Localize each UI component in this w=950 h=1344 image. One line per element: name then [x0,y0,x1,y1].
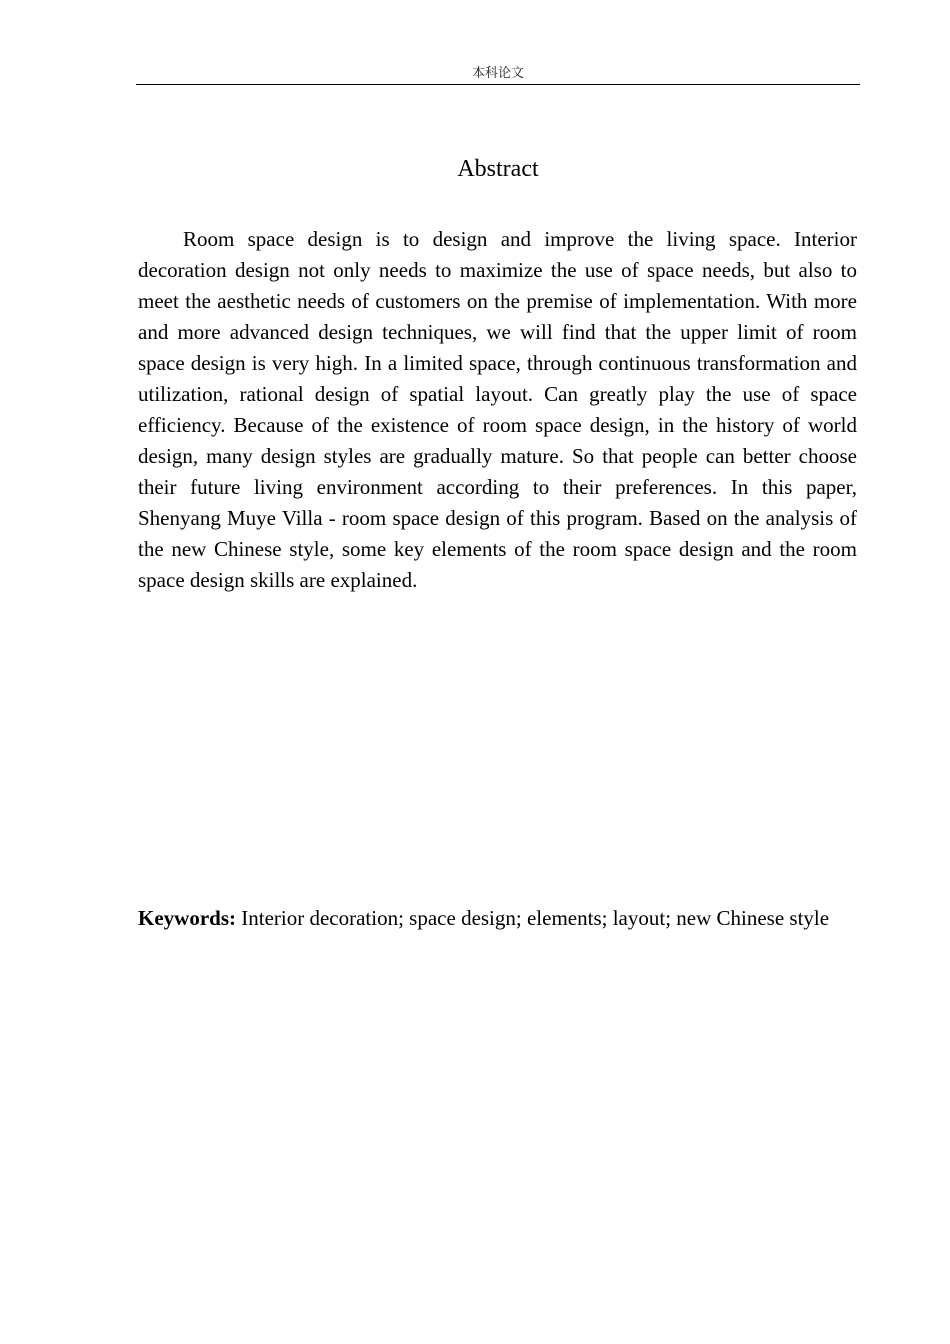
keywords-line [138,903,838,934]
keywords-text: Interior decoration; space design; elements; layout; new Chinese style [236,906,830,930]
keywords-label: Keywords: [138,906,236,930]
abstract-title: Abstract [457,156,539,182]
page-header [136,64,860,85]
abstract-body: Room space design is to design and improve the living space. Interior decoration design not only needs to maximize the use of space needs, but also to meet the aesthetic needs of customers on the premise of implementation. With more and more advanced design techniques, we will find that the upper limit of room space design is very high. In a limited space, through continuous transformation and utilization, rational design of spatial layout. Can greatly play the use of space efficiency. Because of the existence of room space design, in the history of world design, many design styles are gradually mature. So that people can better choose their future living environment according to their preferences. In this paper, Shenyang Muye Villa - room space design of this program. Based on the analysis of the new Chinese style, some key elements of the room space design and the room space design skills are explained. [138,227,857,592]
header-text: 本科论文 [471,66,524,81]
